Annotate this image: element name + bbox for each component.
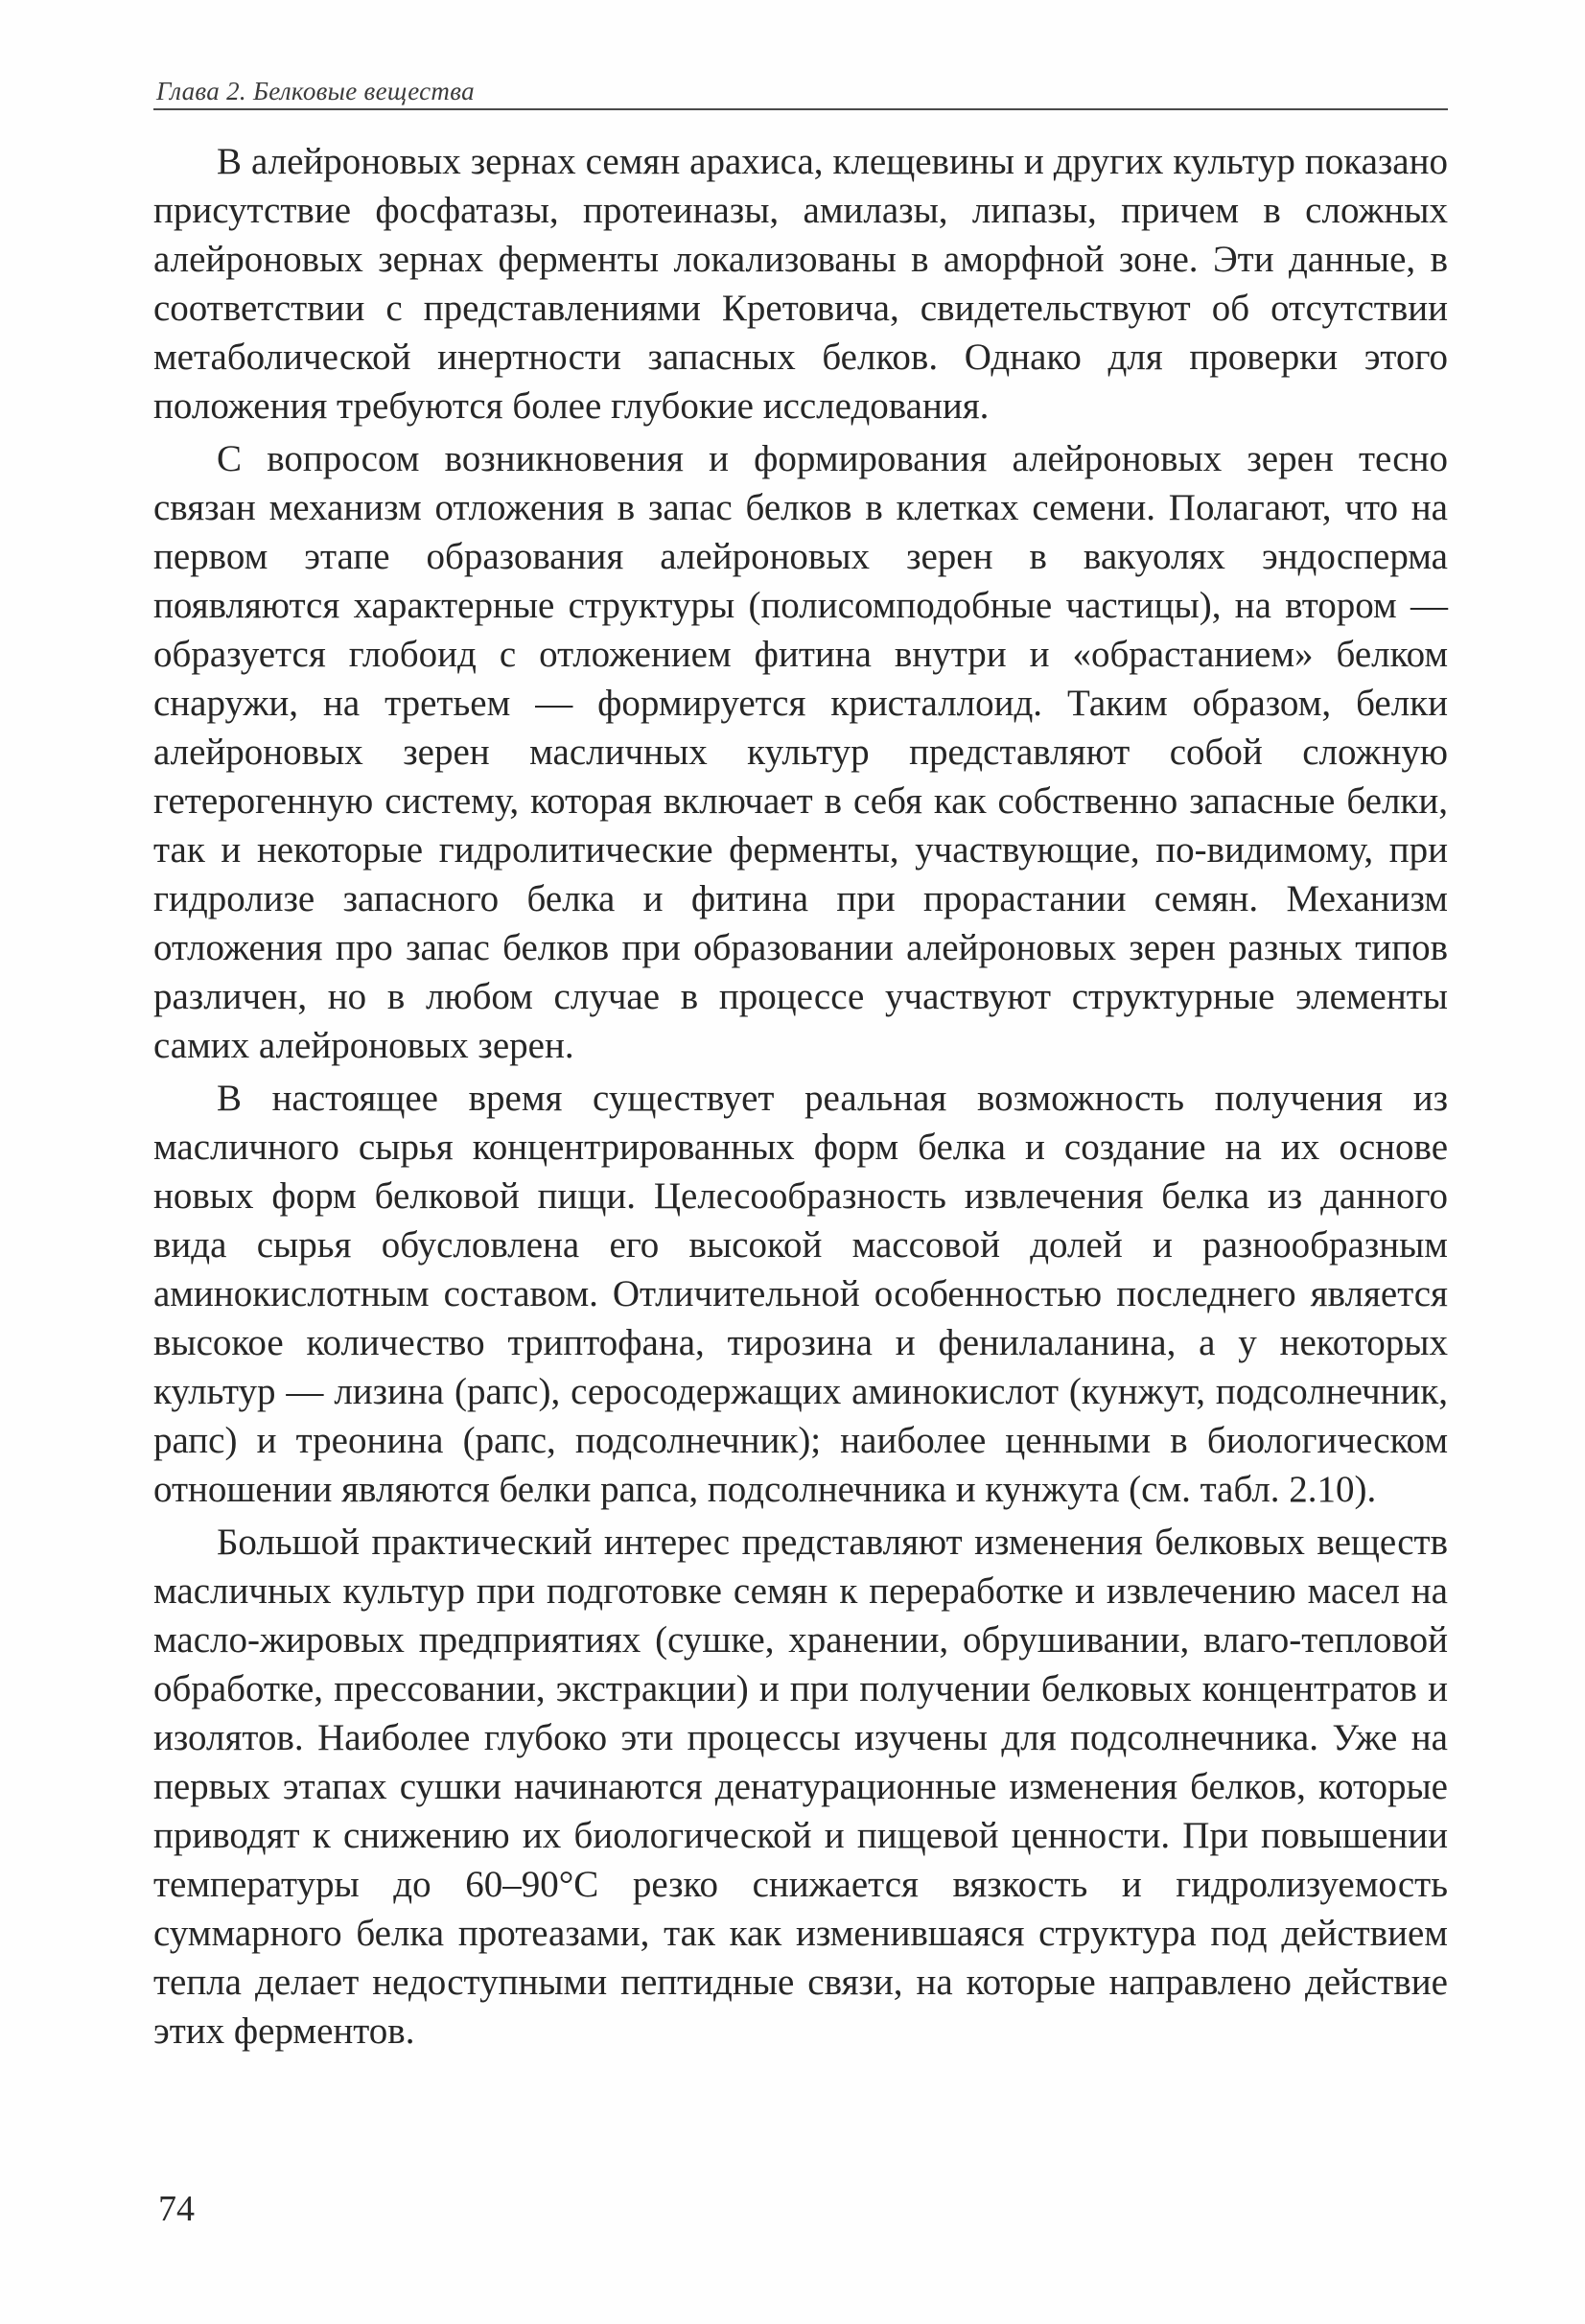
paragraph-4: Большой практический интерес представляют изменения белковых веществ масличных культур при подготовке семян к переработке и извлечению масел на масло-жировых предприятиях (сушке, хранении, обрушивании, влаго-тепловой обработке, прессовании, экстракции) и при получении белковых концентратов и изолятов. Наиболее глубоко эти процессы изучены для подсолнечника. Уже на первых этапах сушки начинаются денатурационные изменения белков, которые приводят к снижению их биологической и пищевой ценности. При повышении температуры до 60–90°С резко снижается вязкость и гидролизуемость суммарного белка протеазами, так как изменившаяся структура под действием тепла делает недоступными пептидные связи, на которые направлено действие этих ферментов. bbox=[153, 1522, 1448, 2052]
header-rule bbox=[153, 108, 1448, 110]
paragraph-2: С вопросом возникновения и формирования алейроновых зерен тесно связан механизм отложения в запас белков в клетках семени. Полагают, что на первом этапе образования алейроновых зерен в вакуолях эндосперма появляются характерные структуры (полисомподобные частицы), на втором — образуется глобоид с отложением фитина внутри и «обрастанием» белком снаружи, на третьем — формируется кристаллоид. Таким образом, белки алейроновых зерен масличных культур представляют собой сложную гетерогенную систему, которая включает в себя как собственно запасные белки, так и некоторые гидролитические ферменты, участвующие, по-видимому, при гидролизе запасного белка и фитина при прорастании семян. Механизм отложения про запас белков при образовании алейроновых зерен разных типов различен, но в любом случае в процессе участвуют структурные элементы самих алейроновых зерен. bbox=[153, 438, 1448, 1066]
body-text bbox=[153, 137, 1448, 2059]
page-number: 74 bbox=[158, 2189, 195, 2229]
paragraph-1: В алейроновых зернах семян арахиса, клещевины и других культур показано присутствие фосфатазы, протеиназы, амилазы, липазы, причем в сложных алейроновых зернах ферменты локализованы в аморфной зоне. Эти данные, в соответствии с представлениями Кретовича, свидетельствуют об отсутствии метаболической инертности запасных белков. Однако для проверки этого положения требуются более глубокие исследования. bbox=[153, 141, 1448, 427]
running-title: Глава 2. Белковые вещества bbox=[156, 77, 475, 105]
paragraph-3: В настоящее время существует реальная возможность получения из масличного сырья концентрированных форм белка и создание на их основе новых форм белковой пищи. Целесообразность извлечения белка из данного вида сырья обусловлена его высокой массовой долей и разнообразным аминокислотным составом. Отличительной особенностью последнего является высокое количество триптофана, тирозина и фенилаланина, а у некоторых культур — лизина (рапс), серосодержащих аминокислот (кунжут, подсолнечник, рапс) и треонина (рапс, подсолнечник); наиболее ценными в биологическом отношении являются белки рапса, подсолнечника и кунжута (см. табл. 2.10). bbox=[153, 1078, 1448, 1510]
